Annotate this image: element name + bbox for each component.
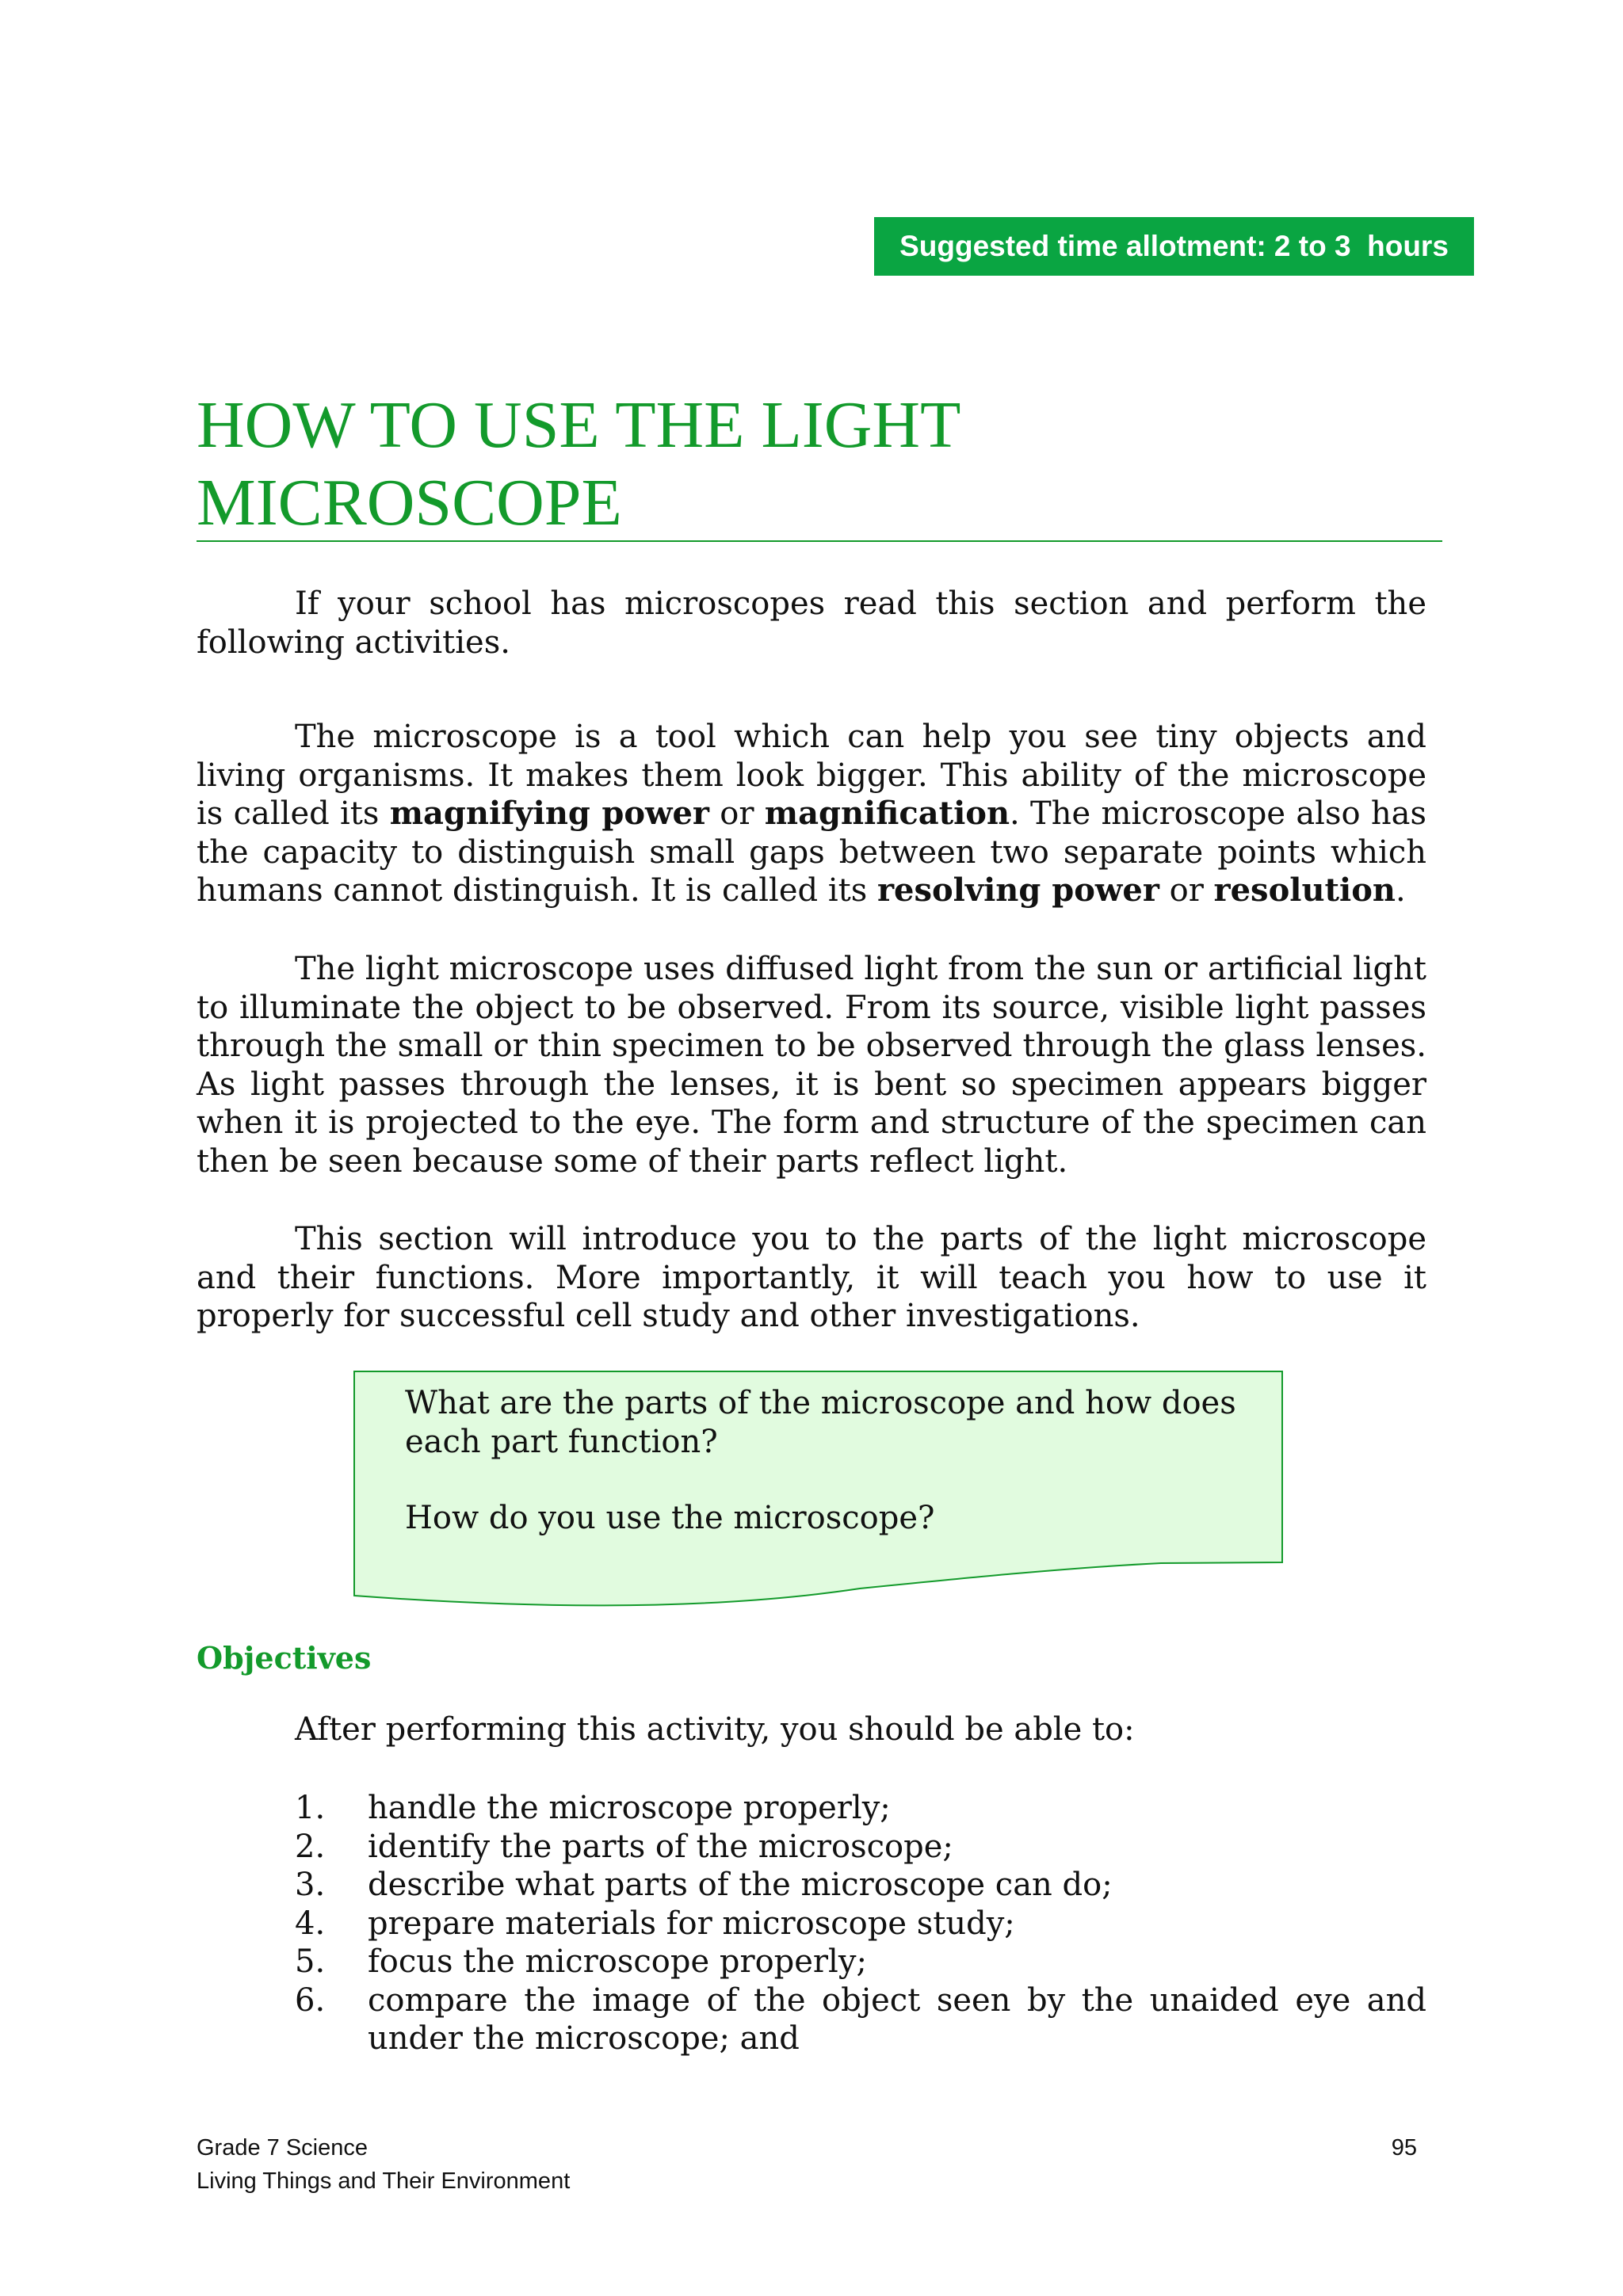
objective-number: 4.	[295, 1905, 326, 1942]
objective-text: identify the parts of the microscope;	[368, 1828, 953, 1865]
objective-number: 3.	[295, 1867, 326, 1903]
objective-item	[295, 1943, 1426, 1981]
objective-item	[295, 1905, 1426, 1943]
title-underline	[197, 540, 1442, 542]
magnification-paragraph	[197, 718, 1426, 910]
guide-questions-box	[353, 1370, 1284, 1611]
term-magnifying-power: magnifying power	[389, 795, 709, 832]
page-title	[197, 387, 1433, 542]
light-microscope-paragraph	[197, 950, 1426, 1180]
page-number: 95	[1391, 2135, 1417, 2161]
para4-text: This section will introduce you to the parts of the light microscope and their functions. More importantly, it will teach you how to use it properly for successful cell study and other investigations.	[197, 1221, 1426, 1334]
intro-text: If your school has microscopes read this section and perform the following activities.	[197, 585, 1426, 661]
objectives-intro: After performing this activity, you should be able to:	[295, 1711, 1135, 1748]
question-text	[405, 1384, 1253, 1538]
objective-number: 5.	[295, 1943, 326, 1980]
objective-number: 1.	[295, 1790, 326, 1826]
intro-paragraph	[197, 585, 1426, 662]
objectives-heading: Objectives	[197, 1640, 372, 1676]
para2-text-3: . The microscope also has the capacity to distinguish small gaps between two separate points which humans cannot distinguish. It is called its	[197, 795, 1427, 909]
para2-text-4: or	[1159, 872, 1214, 909]
time-allotment-badge: Suggested time allotment: 2 to 3 hours	[874, 217, 1474, 276]
question-2: How do you use the microscope?	[405, 1500, 935, 1536]
objective-item	[295, 1828, 1426, 1867]
title-line-2: MICROSCOPE	[197, 466, 622, 540]
para2-text-5: .	[1395, 872, 1406, 909]
section-intro-paragraph	[197, 1220, 1426, 1336]
footer-course: Grade 7 Science	[197, 2135, 369, 2161]
term-resolving-power: resolving power	[876, 871, 1159, 909]
para2-text-1: The microscope is a tool which can help you see tiny objects and living organisms. It makes them look bigger. This ability of the microscope is called its	[197, 719, 1426, 832]
title-line-1: HOW TO USE THE LIGHT	[197, 388, 961, 462]
objective-text: describe what parts of the microscope can do;	[368, 1867, 1113, 1903]
objective-text: compare the image of the object seen by the unaided eye and under the microscope; and	[368, 1981, 1426, 2057]
term-magnification: magnification	[764, 795, 1010, 832]
objective-text: focus the microscope properly;	[368, 1943, 867, 1980]
objective-text: handle the microscope properly;	[368, 1790, 891, 1826]
objectives-list	[295, 1789, 1426, 2058]
para3-text: The light microscope uses diffused light from the sun or artificial light to illuminate the object to be observed. From its source, visible light passes through the small or thin specimen to be observed through the glass lenses. As light passes through the lenses, it is bent so specimen appears bigger when it is projected to the eye. The form and structure of the specimen can then be seen because some of their parts reflect light.	[197, 951, 1426, 1180]
objective-number: 6.	[295, 1981, 326, 2019]
objective-text: prepare materials for microscope study;	[368, 1905, 1015, 1942]
objective-item	[295, 1789, 1426, 1828]
term-resolution: resolution	[1213, 871, 1396, 909]
footer-unit: Living Things and Their Environment	[197, 2168, 571, 2194]
page-footer	[197, 2131, 1417, 2198]
para2-text-2: or	[708, 795, 765, 832]
objective-number: 2.	[295, 1828, 326, 1865]
objective-item	[295, 1866, 1426, 1905]
question-1: What are the parts of the microscope and how does each part function?	[405, 1385, 1236, 1460]
objective-item	[295, 1981, 1426, 2058]
